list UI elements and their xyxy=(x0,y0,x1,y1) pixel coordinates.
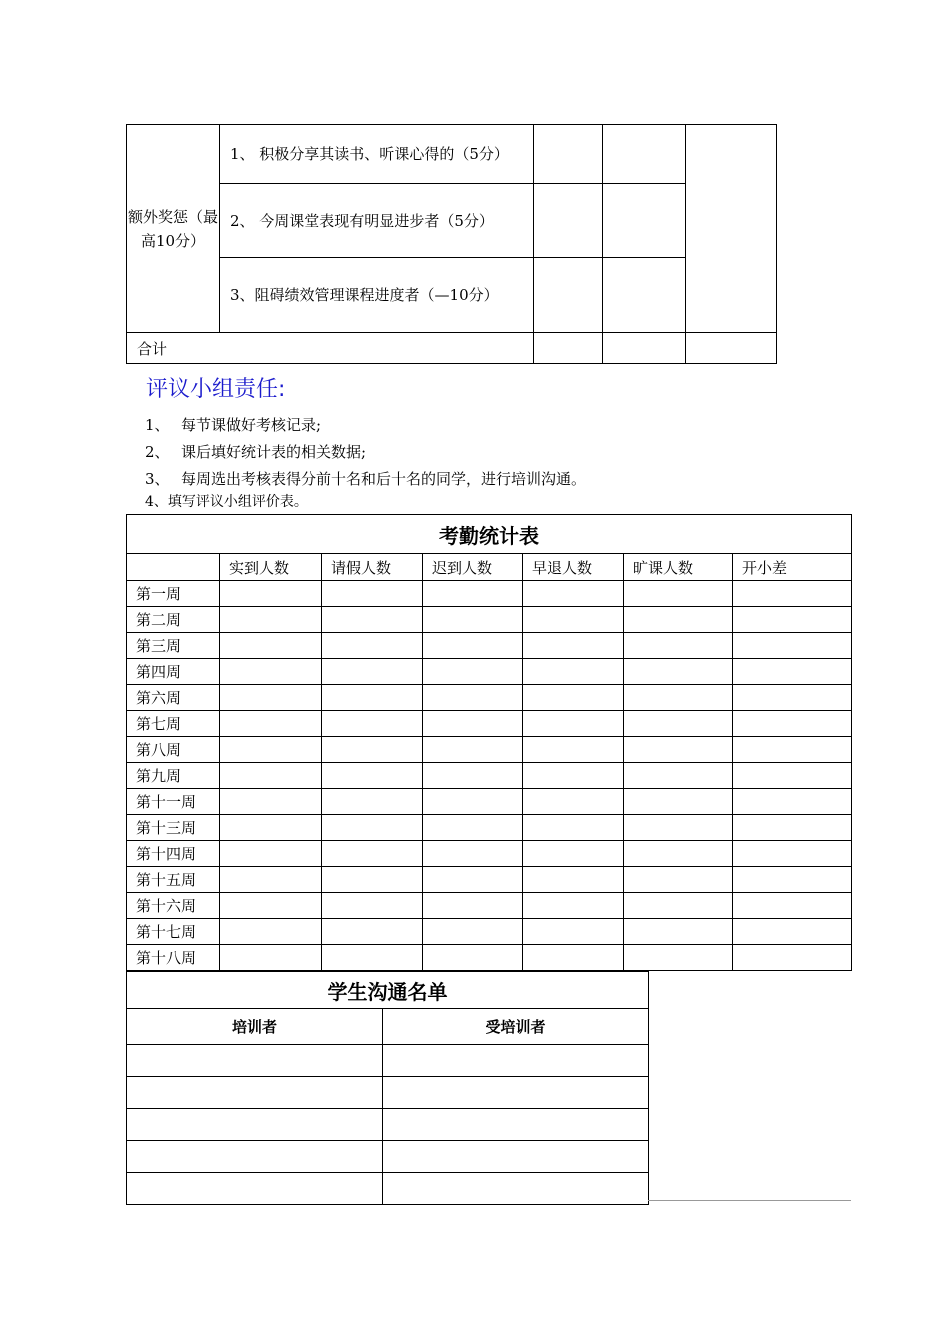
attendance-cell[interactable] xyxy=(523,815,624,841)
table-row xyxy=(127,1141,649,1173)
week-label: 第三周 xyxy=(127,633,220,659)
score-cell[interactable] xyxy=(603,258,686,333)
attendance-table xyxy=(126,514,852,971)
attendance-cell[interactable] xyxy=(523,711,624,737)
attendance-title: 考勤统计表 xyxy=(127,515,852,554)
attendance-cell[interactable] xyxy=(523,945,624,971)
column-header-trainee: 受培训者 xyxy=(383,1009,649,1045)
attendance-cell[interactable] xyxy=(523,763,624,789)
attendance-cell[interactable] xyxy=(624,841,733,867)
attendance-cell[interactable] xyxy=(733,945,852,971)
list-item: 2、 课后填好统计表的相关数据; xyxy=(145,443,367,461)
attendance-cell[interactable] xyxy=(624,867,733,893)
column-header: 旷课人数 xyxy=(624,554,733,581)
attendance-cell[interactable] xyxy=(220,919,322,945)
score-cell[interactable] xyxy=(603,125,686,184)
week-label: 第十六周 xyxy=(127,893,220,919)
trainer-cell[interactable] xyxy=(127,1173,383,1205)
bonus-penalty-table xyxy=(126,124,777,364)
attendance-cell[interactable] xyxy=(220,685,322,711)
attendance-cell[interactable] xyxy=(733,763,852,789)
attendance-cell[interactable] xyxy=(423,711,523,737)
week-label: 第十一周 xyxy=(127,789,220,815)
table-row xyxy=(127,763,852,789)
attendance-cell[interactable] xyxy=(523,685,624,711)
attendance-cell[interactable] xyxy=(220,789,322,815)
attendance-cell[interactable] xyxy=(322,737,423,763)
score-cell[interactable] xyxy=(534,125,603,184)
attendance-cell[interactable] xyxy=(423,789,523,815)
rubric-item-1: 1、 积极分享其读书、听课心得的（5分） xyxy=(220,125,534,184)
list-item: 3、 每周选出考核表得分前十名和后十名的同学，进行培训沟通。 xyxy=(145,470,587,488)
week-label: 第六周 xyxy=(127,685,220,711)
attendance-cell[interactable] xyxy=(423,867,523,893)
attendance-cell[interactable] xyxy=(322,893,423,919)
attendance-cell[interactable] xyxy=(423,659,523,685)
table-row xyxy=(127,581,852,607)
trainer-cell[interactable] xyxy=(127,1077,383,1109)
attendance-cell[interactable] xyxy=(220,945,322,971)
attendance-cell[interactable] xyxy=(624,893,733,919)
attendance-cell[interactable] xyxy=(423,919,523,945)
list-item: 4、填写评议小组评价表。 xyxy=(145,494,308,510)
attendance-cell[interactable] xyxy=(624,815,733,841)
divider xyxy=(648,1200,851,1201)
attendance-cell[interactable] xyxy=(733,867,852,893)
attendance-cell[interactable] xyxy=(423,581,523,607)
attendance-cell[interactable] xyxy=(523,893,624,919)
attendance-cell[interactable] xyxy=(220,841,322,867)
trainer-cell[interactable] xyxy=(127,1045,383,1077)
attendance-cell[interactable] xyxy=(322,919,423,945)
total-cell[interactable] xyxy=(534,333,603,364)
attendance-cell[interactable] xyxy=(220,581,322,607)
attendance-cell[interactable] xyxy=(733,893,852,919)
attendance-cell[interactable] xyxy=(423,685,523,711)
attendance-cell[interactable] xyxy=(220,763,322,789)
rubric-item-3: 3、阻碍绩效管理课程进度者（—10分） xyxy=(220,258,534,333)
total-label: 合计 xyxy=(127,333,534,364)
attendance-cell[interactable] xyxy=(523,633,624,659)
attendance-cell[interactable] xyxy=(220,607,322,633)
attendance-cell[interactable] xyxy=(423,607,523,633)
attendance-cell[interactable] xyxy=(322,633,423,659)
score-cell[interactable] xyxy=(534,184,603,258)
attendance-cell[interactable] xyxy=(733,581,852,607)
week-label: 第一周 xyxy=(127,581,220,607)
week-label: 第七周 xyxy=(127,711,220,737)
responsibilities-heading: 评议小组责任: xyxy=(146,377,286,402)
attendance-cell[interactable] xyxy=(523,607,624,633)
attendance-cell[interactable] xyxy=(220,659,322,685)
table-row xyxy=(127,867,852,893)
attendance-cell[interactable] xyxy=(220,711,322,737)
attendance-cell[interactable] xyxy=(523,841,624,867)
attendance-cell[interactable] xyxy=(322,763,423,789)
list-item: 1、 每节课做好考核记录; xyxy=(145,416,322,434)
attendance-cell[interactable] xyxy=(423,945,523,971)
column-header-trainer: 培训者 xyxy=(127,1009,383,1045)
attendance-cell[interactable] xyxy=(523,789,624,815)
table-row xyxy=(127,633,852,659)
attendance-cell[interactable] xyxy=(322,867,423,893)
week-label: 第十四周 xyxy=(127,841,220,867)
trainee-cell[interactable] xyxy=(383,1109,649,1141)
attendance-cell[interactable] xyxy=(733,737,852,763)
column-header-blank xyxy=(127,554,220,581)
attendance-cell[interactable] xyxy=(423,633,523,659)
week-label: 第十三周 xyxy=(127,815,220,841)
attendance-cell[interactable] xyxy=(733,685,852,711)
attendance-cell[interactable] xyxy=(523,659,624,685)
attendance-cell[interactable] xyxy=(624,945,733,971)
week-label: 第二周 xyxy=(127,607,220,633)
week-label: 第八周 xyxy=(127,737,220,763)
trainee-cell[interactable] xyxy=(383,1045,649,1077)
score-cell[interactable] xyxy=(686,125,777,333)
table-row xyxy=(127,685,852,711)
attendance-cell[interactable] xyxy=(220,633,322,659)
score-cell[interactable] xyxy=(603,184,686,258)
column-header: 请假人数 xyxy=(322,554,423,581)
attendance-cell[interactable] xyxy=(624,763,733,789)
attendance-cell[interactable] xyxy=(322,789,423,815)
attendance-cell[interactable] xyxy=(733,919,852,945)
score-cell[interactable] xyxy=(534,258,603,333)
category-label: 额外奖惩（最高10分） xyxy=(127,207,218,250)
attendance-cell[interactable] xyxy=(523,737,624,763)
column-header: 实到人数 xyxy=(220,554,322,581)
attendance-cell[interactable] xyxy=(220,737,322,763)
attendance-cell[interactable] xyxy=(423,737,523,763)
attendance-cell[interactable] xyxy=(624,659,733,685)
total-cell[interactable] xyxy=(686,333,777,364)
attendance-cell[interactable] xyxy=(322,711,423,737)
trainee-cell[interactable] xyxy=(383,1173,649,1205)
week-label: 第四周 xyxy=(127,659,220,685)
week-label: 第十七周 xyxy=(127,919,220,945)
attendance-cell[interactable] xyxy=(322,685,423,711)
attendance-cell[interactable] xyxy=(624,737,733,763)
table-row xyxy=(127,919,852,945)
column-header: 早退人数 xyxy=(523,554,624,581)
total-cell[interactable] xyxy=(603,333,686,364)
responsibilities-list xyxy=(145,412,586,512)
attendance-cell[interactable] xyxy=(423,763,523,789)
attendance-cell[interactable] xyxy=(423,815,523,841)
table-row xyxy=(127,737,852,763)
attendance-cell[interactable] xyxy=(322,581,423,607)
table-row xyxy=(127,815,852,841)
attendance-cell[interactable] xyxy=(423,893,523,919)
table-row xyxy=(127,1045,649,1077)
attendance-cell[interactable] xyxy=(733,815,852,841)
column-header: 开小差 xyxy=(733,554,852,581)
attendance-cell[interactable] xyxy=(322,945,423,971)
table-row xyxy=(127,607,852,633)
attendance-cell[interactable] xyxy=(322,815,423,841)
attendance-cell[interactable] xyxy=(733,789,852,815)
table-row xyxy=(127,711,852,737)
attendance-cell[interactable] xyxy=(624,685,733,711)
communication-table xyxy=(126,971,649,1205)
attendance-cell[interactable] xyxy=(624,711,733,737)
attendance-cell[interactable] xyxy=(624,607,733,633)
attendance-cell[interactable] xyxy=(322,659,423,685)
week-label: 第十八周 xyxy=(127,945,220,971)
table-row xyxy=(127,945,852,971)
table-row xyxy=(127,1173,649,1205)
attendance-cell[interactable] xyxy=(220,867,322,893)
attendance-cell[interactable] xyxy=(523,581,624,607)
attendance-cell[interactable] xyxy=(220,815,322,841)
attendance-cell[interactable] xyxy=(423,841,523,867)
communication-title: 学生沟通名单 xyxy=(127,972,649,1009)
attendance-cell[interactable] xyxy=(220,893,322,919)
attendance-cell[interactable] xyxy=(322,841,423,867)
attendance-cell[interactable] xyxy=(523,867,624,893)
table-row xyxy=(127,789,852,815)
attendance-cell[interactable] xyxy=(624,581,733,607)
week-label: 第九周 xyxy=(127,763,220,789)
trainee-cell[interactable] xyxy=(383,1141,649,1173)
attendance-cell[interactable] xyxy=(733,711,852,737)
attendance-cell[interactable] xyxy=(733,633,852,659)
attendance-cell[interactable] xyxy=(322,607,423,633)
table-row xyxy=(127,1109,649,1141)
attendance-cell[interactable] xyxy=(624,633,733,659)
trainer-cell[interactable] xyxy=(127,1109,383,1141)
rubric-item-2: 2、 今周课堂表现有明显进步者（5分） xyxy=(220,184,534,258)
trainer-cell[interactable] xyxy=(127,1141,383,1173)
table-row xyxy=(127,893,852,919)
attendance-cell[interactable] xyxy=(733,659,852,685)
table-row xyxy=(127,659,852,685)
table-row xyxy=(127,841,852,867)
attendance-cell[interactable] xyxy=(733,841,852,867)
category-cell xyxy=(127,125,220,333)
trainee-cell[interactable] xyxy=(383,1077,649,1109)
attendance-cell[interactable] xyxy=(624,789,733,815)
week-label: 第十五周 xyxy=(127,867,220,893)
column-header: 迟到人数 xyxy=(423,554,523,581)
table-row xyxy=(127,1077,649,1109)
attendance-cell[interactable] xyxy=(624,919,733,945)
attendance-cell[interactable] xyxy=(523,919,624,945)
attendance-cell[interactable] xyxy=(733,607,852,633)
